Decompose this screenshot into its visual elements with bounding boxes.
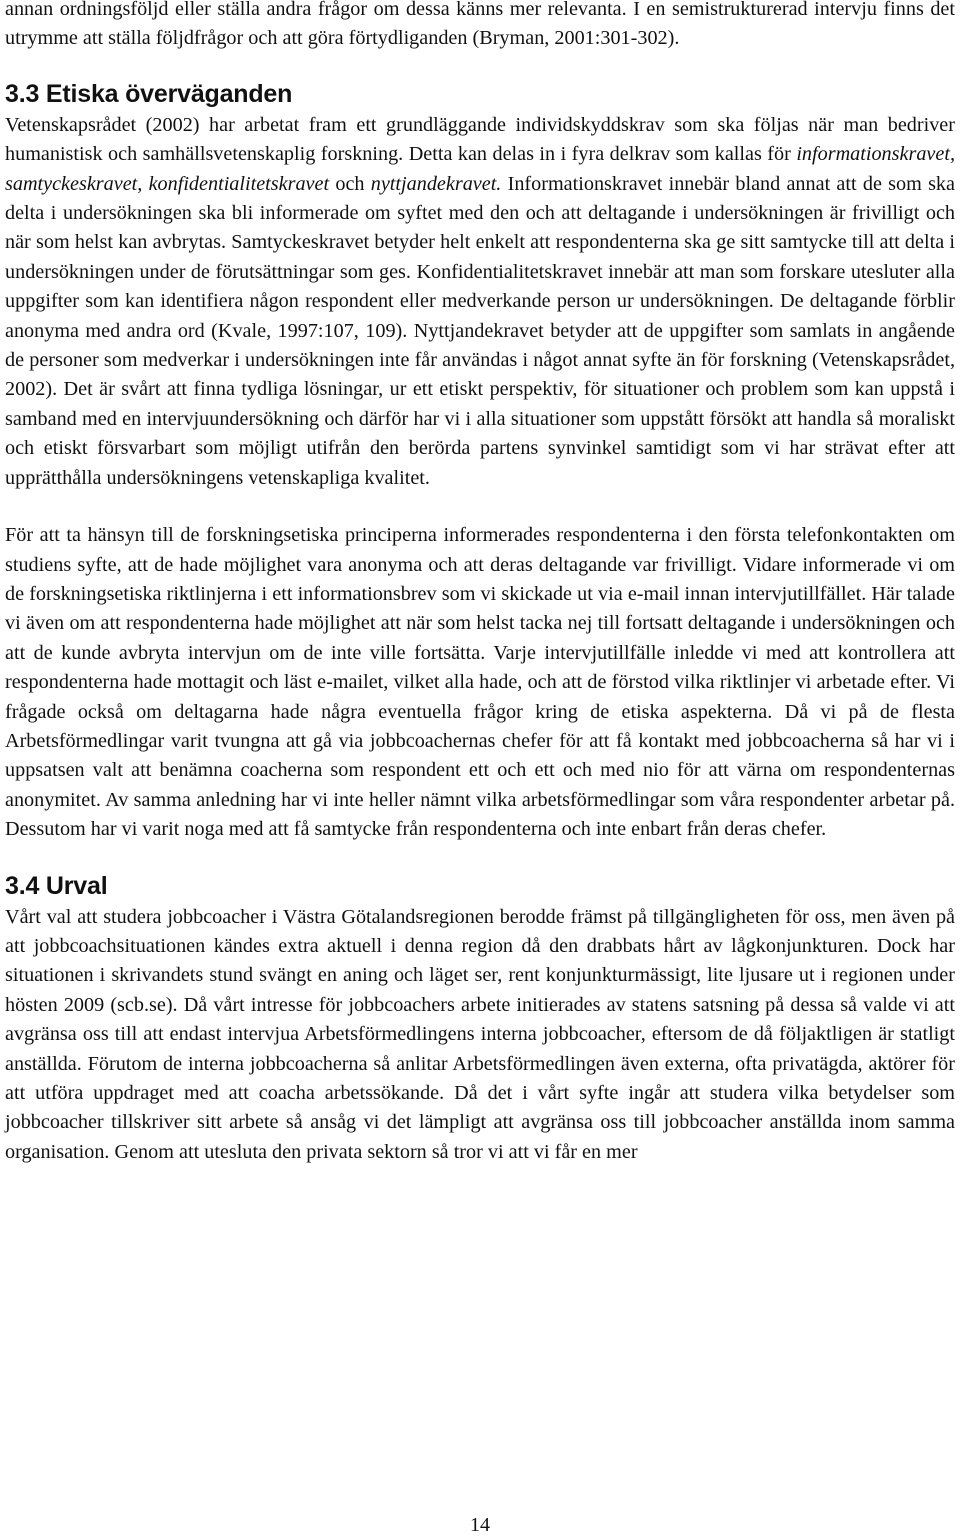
intro-paragraph: annan ordningsföljd eller ställa andra frågor om dessa känns mer relevanta. I en semistrukturerad intervju finns det utrymme att ställa följdfrågor och att göra förtydliganden (Bryman, 2001:301-302). (5, 0, 955, 50)
etiska-p1-italic-term-2: nyttjandekravet. (370, 172, 502, 195)
etiska-p1-italic-terms: informationskravet, samtyckeskravet, konfidentialitetskravet (5, 143, 955, 195)
document-page (5, 0, 955, 1167)
etiska-p1-text-a: Vetenskapsrådet (2002) har arbetat fram ett grundläggande individskyddskrav som ska följas när man bedriver humanistisk och samhällsvetenskaplig forskning. Detta kan delas in i fyra delkrav som kallas för (5, 113, 955, 166)
section-heading-urval: 3.4 Urval (5, 871, 108, 900)
etiska-p1-text-c: Informationskravet innebär bland annat att de som ska delta i undersökningen ska bli informerade om syftet med den och att deltagande i undersökningen är frivilligt och när som helst kan avbrytas. Samtyckeskravet betyder helt enkelt att respondenterna ska ge sitt samtycke till att delta i undersökningen under de förutsättningar som ges. Konfidentialitetskravet innebär att man som forskare utesluter alla uppgifter som kan identifiera någon respondent eller medverkande person ur undersökningen. De deltagande förblir anonyma med andra ord (Kvale, 1997:107, 109). Nyttjandekravet betyder att de uppgifter som samlats in angående de personer som medverkar i undersökningen inte får användas i något annat syfte än för forskning (Vetenskapsrådet, 2002). Det är svårt att finna tydliga lösningar, ur ett etiskt perspektiv, för situationer och problem som kan uppstå i samband med en intervjuundersökning och därför har vi i alla situationer som uppstått försökt att handla så moraliskt och etiskt försvarbart som möjligt utifrån den berörda partens synvinkel samtidigt som vi har strävat efter att upprätthålla undersökningens vetenskapliga kvalitet. (5, 172, 955, 489)
page-number: 14 (470, 1514, 490, 1536)
etiska-p1-text-b: och (329, 172, 371, 195)
etiska-paragraph-1 (5, 111, 955, 493)
etiska-paragraph-2: För att ta hänsyn till de forskningsetiska principerna informerades respondenterna i den första telefonkontakten om studiens syfte, att de hade möjlighet vara anonyma och att deras deltagande var frivilligt. Vidare informerade vi om de forskningsetiska riktlinjerna i ett informationsbrev som vi skickade ut via e-mail innan intervjutillfället. Här talade vi även om att respondenterna hade möjlighet att när som helst tacka nej till fortsatt deltagande i undersökningen och att de kunde avbryta intervjun om de inte ville fortsätta. Varje intervjutillfälle inledde vi med att kontrollera att respondenterna hade mottagit och läst e-mailet, vilket alla hade, och att de förstod vilka riktlinjer vi arbetade efter. Vi frågade också om deltagarna hade några eventuella frågor kring de etiska aspekterna. Då vi på de flesta Arbetsförmedlingar varit tvungna att gå via jobbcoachernas chefer för att få kontakt med jobbcoacherna så har vi i uppsatsen valt att benämna coacherna som respondent ett och ett och med nio för att värna om respondenternas anonymitet. Av samma anledning har vi inte heller nämnt vilka arbetsförmedlingar som våra respondenter arbetar på. Dessutom har vi varit noga med att få samtycke från respondenterna och inte enbart från deras chefer. (5, 524, 955, 841)
urval-paragraph-1: Vårt val att studera jobbcoacher i Västra Götalandsregionen berodde främst på tillgängligheten för oss, men även på att jobbcoachsituationen kändes extra aktuell i denna region då den drabbats hårt av lågkonjunkturen. Dock har situationen i skrivandets stund svängt en aning och läget ser, rent konjunkturmässigt, lite ljusare ut i regionen under hösten 2009 (scb.se). Då vårt intresse för jobbcoachers arbete initierades av statens satsning på dessa så valde vi att avgränsa oss till att endast intervjua Arbetsförmedlingens interna jobbcoacher, eftersom de då följaktligen är statligt anställda. Förutom de interna jobbcoacherna så anlitar Arbetsförmedlingen även externa, ofta privatägda, aktörer för att utföra uppdraget med att coacha arbetssökande. Då det i vårt syfte ingår att studera vilka betydelser som jobbcoacher tillskriver sitt arbete så ansåg vi det lämpligt att avgränsa oss till jobbcoacher anställda inom samma organisation. Genom att utesluta den privata sektorn så tror vi att vi får en mer (5, 905, 955, 1163)
section-heading-etiska: 3.3 Etiska överväganden (5, 79, 293, 108)
